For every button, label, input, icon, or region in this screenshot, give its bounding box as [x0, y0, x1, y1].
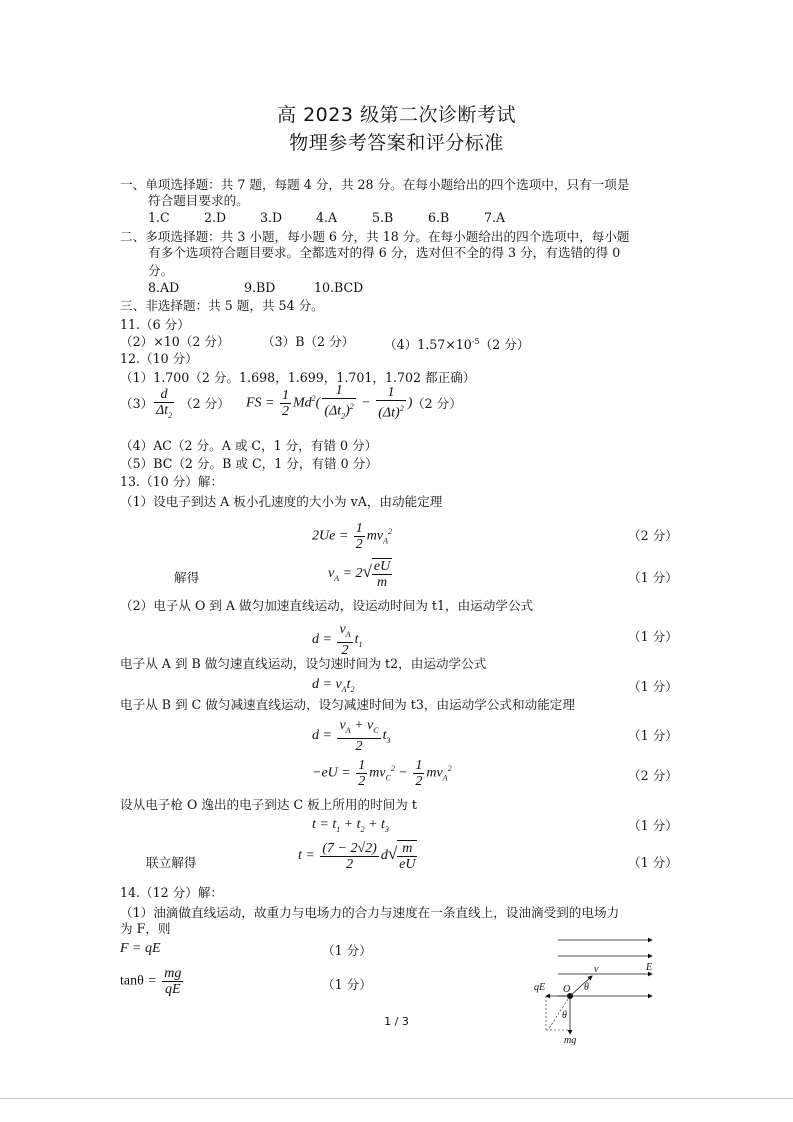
label-theta-1: θ: [584, 982, 589, 993]
q12-answer-5: （5）BC（2 分。B 或 C，1 分，有错 0 分）: [120, 456, 378, 471]
label-qE: qE: [534, 982, 546, 993]
q13-part2: （2）电子从 O 到 A 做匀加速直线运动，设运动时间为 t1，由运动学公式: [120, 598, 534, 613]
q12-score-b: （2 分）: [412, 396, 462, 411]
q13-eq1: 2Ue = $\frac{1}{2}$ $mv_A^2$: [312, 521, 392, 552]
q13-eq8-score: （1 分）: [628, 855, 678, 870]
q13-eq6-score: （2 分）: [628, 768, 678, 783]
q13-solve2-label: 联立解得: [146, 855, 197, 870]
q11-answer-4-exponent: -5: [471, 337, 480, 346]
page-number: 1 / 3: [384, 1015, 409, 1028]
q13-eq8: t = $\frac{(7 - 2√2)}{2}$ d√ $\frac{m}{eU}$: [298, 840, 416, 872]
q13-eq5: d = $\frac{v_A + v_C}{2}$ $t_3$: [312, 718, 391, 754]
q11-answer-4-score: （2 分）: [479, 337, 530, 353]
q14-eq2: tanθ = $\frac{mg}{qE}$: [120, 966, 182, 997]
q13-header: 13.（10 分）解：: [120, 474, 224, 489]
section2-answers: [148, 280, 363, 296]
q13-part4: 电子从 B 到 C 做匀减速直线运动，设匀减速时间为 t3，由运动学公式和动能定理: [120, 697, 575, 712]
q13-eq2: $v_A = 2√$ $\frac{eU}{m}$: [328, 559, 391, 590]
section3-intro: 三、非选择题：共 5 题，共 54 分。: [120, 298, 324, 313]
q12-score-a: （2 分）: [180, 396, 230, 411]
q13-eq3: d = $\frac{v_A}{2}$ $t_1$: [312, 622, 363, 658]
answer-10: 10.BCD: [314, 280, 364, 295]
q12-formula-a: $\frac{d}{\Delta t_2}$: [156, 387, 173, 420]
section1-intro: 一、单项选择题：共 7 题，每题 4 分，共 28 分。在每小题给出的四个选项中，只有一项是: [120, 177, 630, 192]
q14-eq1-score: （1 分）: [322, 943, 372, 958]
answer-1: 1.C: [148, 210, 170, 225]
q14-part1-b: 为 F，则: [120, 921, 171, 936]
q13-eq6: −eU = $\frac{1}{2}$ $mv_C^2$ − $\frac{1}{2}$ $mv_A^2$: [312, 758, 452, 789]
q13-eq4-score: （1 分）: [628, 679, 678, 694]
answer-3: 3.D: [260, 210, 283, 225]
exam-subtitle: 物理参考答案和评分标准: [289, 132, 504, 154]
section1-intro-2: 符合题目要求的。: [148, 193, 249, 208]
section2-intro: 二、多项选择题：共 3 小题，每小题 6 分，共 18 分。在每小题给出的四个选项中，每小题: [120, 229, 630, 244]
answer-6: 6.B: [428, 210, 450, 225]
q11-answer-3: （3）B（2 分）: [262, 334, 355, 349]
q14-eq2-score: （1 分）: [322, 977, 372, 992]
q13-eq7: $t = t_1 + t_2 + t_3$: [312, 817, 389, 834]
exam-title: 高 2023 级第二次诊断考试: [277, 104, 516, 126]
q14-part1: （1）油滴做直线运动，故重力与电场力的合力与速度在一条直线上，设油滴受到的电场力: [120, 905, 620, 920]
q13-part5: 设从电子枪 O 逸出的电子到达 C 板上所用的时间为 t: [120, 797, 417, 812]
q13-eq4: $d = v_At_2$: [312, 677, 355, 694]
answer-2: 2.D: [204, 210, 227, 225]
q13-part1: （1）设电子到达 A 板小孔速度的大小为 vA，由动能定理: [120, 494, 443, 509]
answer-7: 7.A: [484, 210, 506, 225]
answer-9: 9.BD: [244, 280, 276, 295]
answer-4: 4.A: [316, 210, 338, 225]
answer-8: 8.AD: [148, 280, 180, 295]
q11-header: 11.（6 分）: [120, 317, 190, 332]
q11-answer-4: [384, 334, 529, 353]
section1-answers: [148, 210, 540, 226]
section2-intro-3: 分。: [148, 263, 174, 278]
answer-5: 5.B: [372, 210, 394, 225]
q13-eq5-score: （1 分）: [628, 728, 678, 743]
q14-header: 14.（12 分）解：: [120, 885, 224, 900]
label-v: v: [594, 964, 599, 975]
label-theta-2: θ: [562, 1010, 567, 1021]
label-E: E: [646, 962, 653, 973]
q12-answer-1: （1）1.700（2 分。1.698，1.699，1.701，1.702 都正确）: [120, 370, 476, 385]
label-O: O: [563, 984, 571, 995]
q11-answer-4-base: （4）1.57×10: [384, 337, 472, 353]
q13-eq7-score: （1 分）: [628, 818, 678, 833]
q12-formula-b: FS = $\frac{1}{2}$ Md$^2$( $\frac{1}{(\Delta t_2)^2}$ − $\frac{1}{(\Delta t)^2}$ ): [246, 383, 413, 422]
label-mg: mg: [564, 1035, 577, 1045]
q12-answer-3-label: （3）: [120, 396, 154, 411]
q13-eq3-score: （1 分）: [628, 629, 678, 644]
q12-answer-4: （4）AC（2 分。A 或 C，1 分，有错 0 分）: [120, 438, 378, 453]
q11-answer-2: （2）×10（2 分）: [120, 334, 230, 349]
q13-part3: 电子从 A 到 B 做匀速直线运动，设匀速时间为 t2，由运动学公式: [120, 656, 487, 671]
page-bottom-divider: [0, 1098, 793, 1099]
q12-header: 12.（10 分）: [120, 351, 198, 366]
q13-eq1-score: （2 分）: [628, 528, 678, 543]
section2-intro-2: 有多个选项符合题目要求。全都选对的得 6 分，选对但不全的得 3 分，有选错的得 0: [148, 245, 621, 260]
q14-eq1: F = qE: [120, 941, 161, 956]
q13-solve1-label: 解得: [174, 570, 200, 585]
q13-eq2-score: （1 分）: [628, 570, 678, 585]
